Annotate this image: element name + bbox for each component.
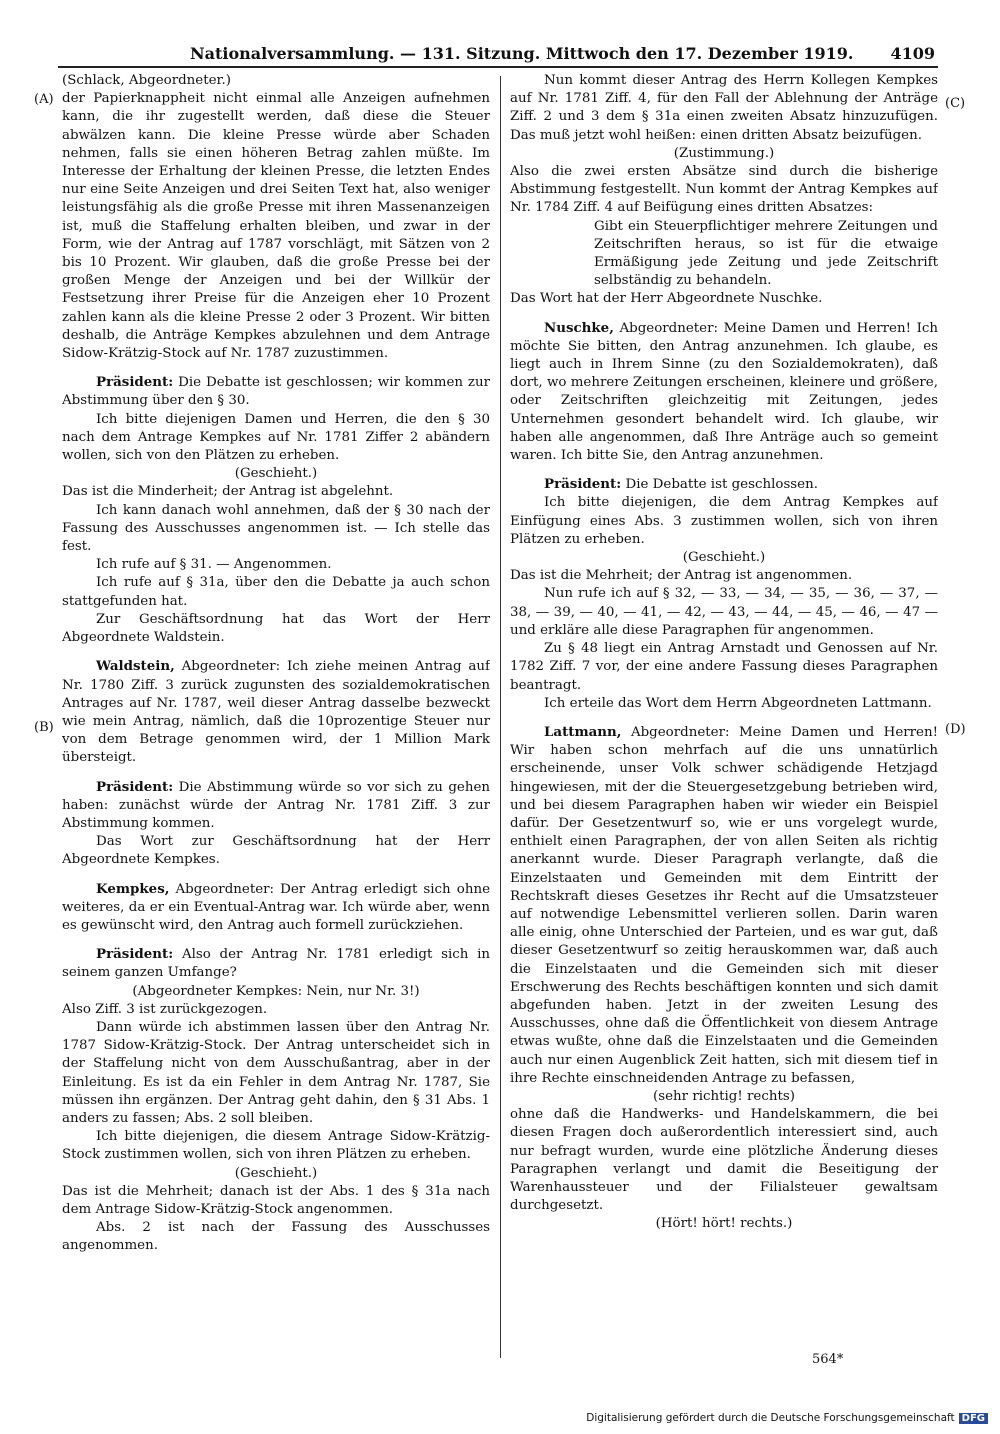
paragraph: Zur Geschäftsordnung hat das Wort der Herr Abgeordnete Waldstein. — [62, 611, 490, 646]
paragraph: Präsident: Die Abstimmung würde so vor sich zu gehen haben: zunächst würde der Antrag Nr. 1781 Ziff. 3 zur Abstimmung kommen. — [62, 778, 490, 831]
speaker-name: Waldstein, — [96, 658, 175, 675]
quoted-motion: Gibt ein Steuerpflichtiger mehrere Zeitungen und Zeitschriften heraus, so ist für die etwaige Ermäßigung jede Zeitung und jede Zeitschrift selbständig zu behandeln. — [594, 218, 938, 289]
speaker-name: Präsident: — [96, 946, 174, 963]
interjection: (Abgeordneter Kempkes: Nein, nur Nr. 3!) — [132, 983, 420, 999]
margin-mark-b: (B) — [34, 720, 54, 735]
interjection: (sehr richtig! rechts) — [653, 1088, 795, 1104]
paragraph: Nun kommt dieser Antrag des Herrn Kollegen Kempkes auf Nr. 1781 Ziff. 4, für den Fall der Ablehnung der Anträge Ziff. 2 und 3 dem § 31a einen zweiten Absatz hinzuzufügen. Das muß jetzt wohl heißen: einen dritten Absatz beizufügen. — [510, 73, 938, 143]
speaker-name: Präsident: — [544, 476, 622, 493]
digitization-footer — [586, 1412, 988, 1424]
paragraph: ohne daß die Handwerks- und Handelskammern, die bei diesen Fragen doch außerordentlich interessiert sind, auch nur befragt wurden, wurde eine plötzliche Änderung dieses Paragraphen verlangt und damit die Beseitigung der Warenhaussteuer und der Filialsteuer gewaltsam durchgesetzt. — [510, 1107, 938, 1214]
paragraph: Ich rufe auf § 31. — Angenommen. — [96, 557, 332, 573]
paragraph: Also Ziff. 3 ist zurückgezogen. — [62, 1001, 268, 1017]
speaker-continuation: (Schlack, Abgeordneter.) — [62, 73, 231, 88]
interjection: (Zustimmung.) — [673, 145, 775, 161]
paragraph: Also die zwei ersten Absätze sind durch die bisherige Abstimmung festgestellt. Nun kommt der Antrag Kempkes auf Nr. 1784 Ziff. 4 auf Beifügung eines dritten Absatzes: — [510, 164, 938, 216]
paragraph: Präsident: Die Debatte ist geschlossen. — [544, 476, 818, 493]
page-number: 4109 — [890, 44, 935, 63]
stage-direction: (Geschieht.) — [682, 550, 766, 566]
paragraph: Abs. 2 ist nach der Fassung des Ausschusses angenommen. — [62, 1220, 490, 1254]
paragraph: der Papierknappheit nicht einmal alle Anzeigen aufnehmen kann, die ihr zugestellt werden, daß diese die Steuer abwälzen kann. Die kleine Presse würde aber Schaden nehmen, falls sie einen höheren Betrag zahlen müßte. Im Interesse der Erhaltung der kleinen Presse, die letzten Endes nur eine Seite Anzeigen und drei Seiten Text hat, also weniger leistungsfähig als die große Presse mit ihren Massenanzeigen ist, muß die Staffelung erhalten bleiben, und zwar in der Form, wie der Antrag auf 1787 vorschlägt, mit Sätzen von 2 bis 10 Prozent. Wir glauben, daß die große Presse bei der großen Menge der Anzeigen und bei der Willkür der Festsetzung ihrer Preise für die Anzeigen eher 10 Prozent zahlen kann als die kleine Presse 2 oder 3 Prozent. Wir bitten deshalb, die Anträge Kempkes abzulehnen und dem Antrage Sidow-Krätzig-Stock auf Nr. 1787 zuzustimmen. — [62, 91, 490, 362]
paragraph: Präsident: Also der Antrag Nr. 1781 erledigt sich in seinem ganzen Umfange? — [62, 946, 490, 981]
right-column — [510, 72, 938, 1362]
paragraph: Ich rufe auf § 31a, über den die Debatte ja auch schon stattgefunden hat. — [62, 575, 490, 609]
paragraph: Präsident: Die Debatte ist geschlossen; wir kommen zur Abstimmung über den § 30. — [62, 374, 490, 409]
paragraph: Ich bitte diejenigen, die diesem Antrage Sidow-Krätzig-Stock zustimmen wollen, sich von ihren Plätzen zu erheben. — [62, 1129, 490, 1163]
paragraph: Nuschke, Abgeordneter: Meine Damen und Herren! Ich möchte Sie bitten, den Antrag anzunehmen. Ich glaube, es liegt auch in Ihrem Sinne (zu den Sozialdemokraten), daß dort, wo mehrere Zeitungen erscheinen, kleinere und größere, oder Zeitschriften gleichzeitig mit Zeitungen, jedes Unternehmen gesondert behandelt wird. Ich glaube, wir haben alle angenommen, daß Ihre Anträge auch so gemeint waren. Ich bitte Sie, den Antrag anzunehmen. — [510, 319, 938, 464]
margin-mark-a: (A) — [34, 92, 54, 107]
speaker-name: Lattmann, — [544, 723, 622, 740]
paragraph: Kempkes, Abgeordneter: Der Antrag erledigt sich ohne weiteres, da er ein Eventual-Antrag war. Ich würde aber, wenn es gewünscht wird, den Antrag auch formell zurückziehen. — [62, 880, 490, 933]
paragraph: Ich erteile das Wort dem Herrn Abgeordneten Lattmann. — [544, 695, 932, 711]
paragraph: Das ist die Mehrheit; danach ist der Abs. 1 des § 31a nach dem Antrage Sidow-Krätzig-Stock angenommen. — [62, 1183, 490, 1217]
dfg-logo: DFG — [959, 1413, 988, 1424]
paragraph: Waldstein, Abgeordneter: Ich ziehe meinen Antrag auf Nr. 1780 Ziff. 3 zurück zugunsten des sozialdemokratischen Antrages auf Nr. 1787, weil dieser Antrag dasselbe bezweckt wie mein Antrag, nämlich, daß die 10prozentige Steuer nur von dem Betrage genommen wird, der 1 Million Mark übersteigt. — [62, 658, 490, 766]
left-column — [62, 72, 490, 1362]
header-title: Nationalversammlung. — 131. Sitzung. Mittwoch den 17. Dezember 1919. — [190, 44, 854, 63]
running-header — [190, 44, 935, 66]
paragraph: Ich bitte diejenigen, die dem Antrag Kempkes auf Einfügung eines Abs. 3 zustimmen wollen, sich von ihren Plätzen zu erheben. — [510, 495, 938, 547]
speaker-name: Nuschke, — [544, 319, 614, 336]
column-divider — [500, 76, 501, 1358]
paragraph: Das Wort hat der Herr Abgeordnete Nuschke. — [510, 291, 823, 307]
paragraph: Das ist die Minderheit; der Antrag ist abgelehnt. — [62, 484, 394, 500]
paragraph: Nun rufe ich auf § 32, — 33, — 34, — 35, — 36, — 37, — 38, — 39, — 40, — 41, — 42, — 43, — 44, — 45, — 46, — 47 — und erkläre alle diese Paragraphen für angenommen. — [510, 586, 938, 638]
signature-mark: 564* — [812, 1352, 844, 1367]
margin-mark-d: (D) — [945, 722, 966, 737]
paragraph: Dann würde ich abstimmen lassen über den Antrag Nr. 1787 Sidow-Krätzig-Stock. Der Antrag unterscheidet sich in der Staffelung nicht von dem Ausschußantrag, aber in der Einleitung. Es ist da ein Fehler in dem Antrag Nr. 1787, Sie müssen ihn ergänzen. Der Antrag geht dahin, den § 31 Abs. 1 anders zu fassen; Abs. 2 soll bleiben. — [62, 1019, 490, 1126]
stage-direction: (Geschieht.) — [234, 466, 318, 482]
footer-text: Digitalisierung gefördert durch die Deutsche Forschungsgemeinschaft — [586, 1412, 955, 1424]
paragraph: Lattmann, Abgeordneter: Meine Damen und Herren! Wir haben schon mehrfach auf die uns unnatürlich erscheinende, unser Volk schwer schädigende Hetzjagd hingewiesen, mit der die Steuergesetzgebung betrieben wird, und bei diesem Paragraphen haben wir wieder ein Beispiel dafür. Der Gesetzentwurf so, wie er uns vorgelegt wurde, enthielt einen Paragraphen, der von allen Seiten als richtig anerkannt wurde. Dieser Paragraph verlangte, daß die Einzelstaaten und Gemeinden mit dem Eintritt der Rechtskraft dieses Gesetzes ihr Recht auf die Umsatzsteuer auf notwendige Lebensmittel verlieren sollen. Darin waren alle einig, ohne Unterschied der Parteien, und es war gut, daß dieser Gesetzentwurf so zeitig herauskommen war, daß auch die Einzelstaaten und die Gemeinden sich mit dieser Erschwerung des Rechts beschäftigen konnten und sich damit abgefunden haben. Jetzt in der zweiten Lesung des Ausschusses, ohne daß die Öffentlichkeit von diesem Antrage etwas wußte, ohne daß die Einzelstaaten und die Gemeinden auch nur einen Augenblick Zeit hatten, sich mit diesem tief in ihre Rechte einschneidenden Antrage zu befassen, — [510, 723, 938, 1086]
stage-direction: (Geschieht.) — [234, 1165, 318, 1181]
interjection: (Hört! hört! rechts.) — [655, 1216, 793, 1232]
speaker-name: Präsident: — [96, 374, 174, 391]
header-rule — [58, 66, 938, 68]
paragraph: Zu § 48 liegt ein Antrag Arnstadt und Genossen auf Nr. 1782 Ziff. 7 vor, der eine andere Fassung dieses Paragraphen beantragt. — [510, 641, 938, 693]
paragraph: Das Wort zur Geschäftsordnung hat der Herr Abgeordnete Kempkes. — [62, 834, 490, 868]
speaker-name: Kempkes, — [96, 880, 170, 897]
margin-mark-c: (C) — [945, 96, 966, 111]
paragraph: Ich kann danach wohl annehmen, daß der § 30 nach der Fassung des Ausschusses angenommen ist. — Ich stelle das fest. — [62, 502, 490, 555]
paragraph: Das ist die Mehrheit; der Antrag ist angenommen. — [510, 568, 853, 584]
speaker-name: Präsident: — [96, 778, 174, 795]
paragraph: Ich bitte diejenigen Damen und Herren, die den § 30 nach dem Antrage Kempkes auf Nr. 1781 Ziffer 2 abändern wollen, sich von den Plätzen zu erheben. — [62, 411, 490, 464]
